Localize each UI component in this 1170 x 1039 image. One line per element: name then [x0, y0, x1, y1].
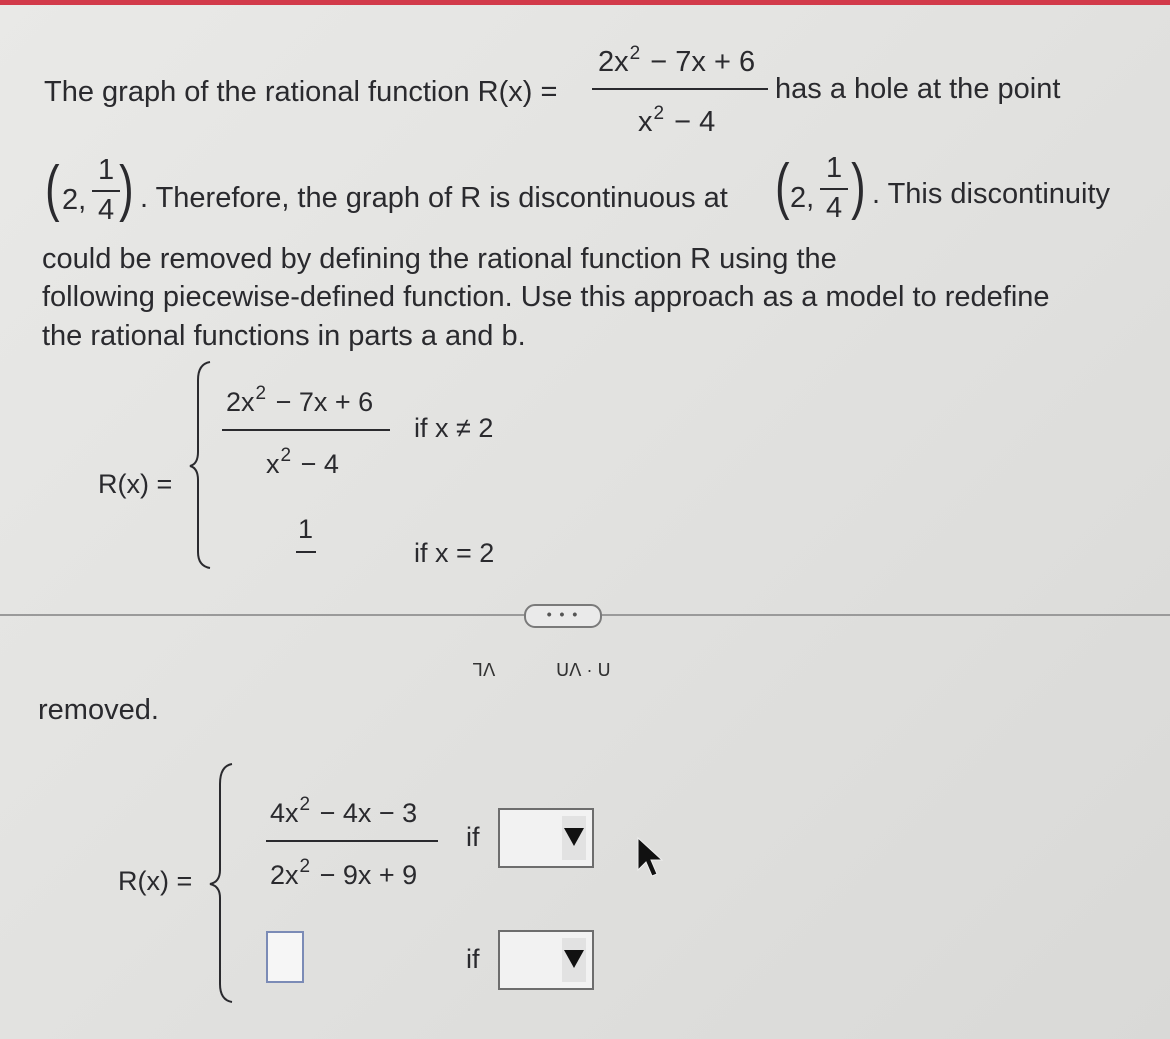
example-fraction: [222, 385, 390, 485]
example-case2-value: 1: [298, 514, 314, 544]
chevron-down-icon: [564, 828, 584, 846]
point-2-right-paren: ): [851, 152, 866, 221]
part-fraction: [266, 794, 438, 894]
part-fraction-denominator: $2x^2 - 9x + 9$: [270, 856, 418, 890]
intro-fraction-denominator: $x^2 - 4$: [638, 103, 716, 138]
intro-line2-mid: . Therefore, the graph of R is discontinuous at: [140, 182, 728, 214]
condition-dropdown-1[interactable]: [498, 808, 594, 868]
partial-hidden-text-2: ᑌᐱ · ᑌ: [556, 660, 611, 680]
intro-line5: the rational functions in parts a and b.: [42, 320, 526, 352]
part-fraction-numerator: $4x^2 - 4x - 3$: [270, 794, 418, 828]
point-2: ( 2, 1 4 ): [775, 152, 866, 224]
example-lhs: R(x) =: [98, 469, 173, 499]
part-lhs: R(x) =: [118, 866, 193, 896]
part-if-label-2: if: [466, 944, 480, 974]
intro-line3: could be removed by defining the rational function R using the: [42, 243, 837, 275]
intro-line1-prefix: The graph of the rational function R(x) =: [44, 76, 558, 108]
intro-fraction-numerator: $2x^2 - 7x + 6$: [598, 43, 756, 78]
dropdown-2-arrow[interactable]: [562, 938, 586, 982]
chevron-down-icon: [564, 950, 584, 968]
value-input-box[interactable]: [266, 931, 304, 983]
top-accent-bar: [0, 0, 1170, 5]
example-fraction-numerator: $2x^2 - 7x + 6$: [226, 383, 374, 417]
intro-fraction: [592, 42, 768, 142]
intro-line2-end: . This discontinuity: [872, 178, 1111, 210]
dropdown-1-arrow[interactable]: [562, 816, 586, 860]
example-left-brace: [186, 360, 216, 570]
example-case2-condition: if x = 2: [414, 538, 495, 568]
mouse-cursor-icon: [636, 836, 666, 880]
partial-hidden-text-1: ᒣᐱ: [472, 660, 496, 680]
point-1-right-paren: ): [119, 154, 134, 223]
removed-label: removed.: [38, 694, 159, 726]
point-1-left-paren: (: [45, 154, 60, 223]
point-2-left-paren: (: [775, 152, 790, 221]
part-left-brace: [206, 762, 238, 1004]
show-more-button[interactable]: • • •: [524, 604, 602, 628]
intro-line4: following piecewise-defined function. Use this approach as a model to redefine: [42, 281, 1050, 313]
example-case2-fraction-bar: [296, 551, 316, 553]
point-1: ( 2, 1 4 ): [45, 154, 134, 226]
condition-dropdown-2[interactable]: [498, 930, 594, 990]
intro-line1-suffix: has a hole at the point: [775, 73, 1061, 105]
part-if-label-1: if: [466, 822, 480, 852]
example-fraction-denominator: $x^2 - 4$: [266, 445, 339, 479]
example-case1-condition: if x ≠ 2: [414, 413, 494, 443]
